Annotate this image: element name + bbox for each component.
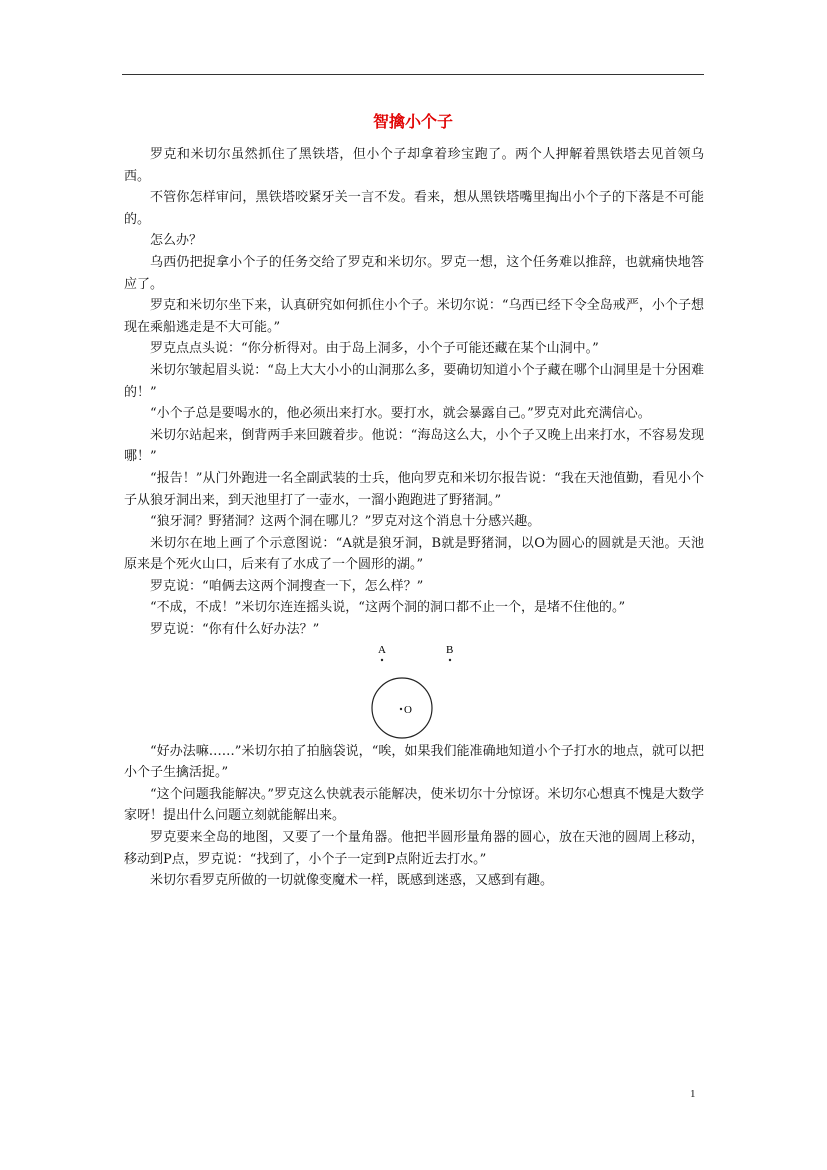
center-point-o <box>400 707 402 709</box>
paragraph: “这个问题我能解决。”罗克这么快就表示能解决，使米切尔十分惊讶。米切尔心想真不愧是大数学家呀！提出什么问题立刻就能解出来。 <box>124 786 704 824</box>
lake-circle <box>372 678 432 738</box>
label-b: B <box>446 643 454 656</box>
label-o: O <box>404 703 412 716</box>
paragraph: 罗克说：“咱俩去这两个洞搜查一下，怎么样？” <box>150 578 424 594</box>
point-a <box>381 658 383 660</box>
cave-diagram-svg <box>124 641 704 741</box>
label-a: A <box>378 643 386 656</box>
paragraph: “不成，不成！”米切尔连连摇头说，“这两个洞的洞口都不止一个，是堵不住他的。” <box>150 600 626 616</box>
paragraph: “好办法嘛……”米切尔拍了拍脑袋说，“唉，如果我们能准确地知道小个子打水的地点，就可以把小个子生擒活捉。” <box>124 743 704 781</box>
cave-diagram <box>124 641 704 741</box>
story-title: 智擒小个子 <box>372 112 453 131</box>
story-body <box>124 144 704 892</box>
paragraph: 怎么办？ <box>150 233 203 249</box>
paragraph: 罗克和米切尔坐下来，认真研究如何抓住小个子。米切尔说：“乌西已经下令全岛戒严，小个子想现在乘船逃走是不大可能。” <box>124 298 704 335</box>
paragraph: 不管你怎样审问，黑铁塔咬紧牙关一言不发。看来，想从黑铁塔嘴里掏出小个子的下落是不可能的。 <box>124 190 704 227</box>
paragraph: 罗克和米切尔虽然抓住了黑铁塔，但小个子却拿着珍宝跑了。两个人押解着黑铁塔去见首领乌西。 <box>124 147 704 184</box>
paragraph: 罗克点点头说：“你分析得对。由于岛上洞多，小个子可能还藏在某个山洞中。” <box>150 341 599 357</box>
paragraph: “报告！”从门外跑进一名全副武装的士兵，他向罗克和米切尔报告说：“我在天池值勤，看见小个子从狼牙洞出来，到天池里打了一壶水，一溜小跑跑进了野猪洞。” <box>124 470 704 508</box>
paragraph: 乌西仍把捉拿小个子的任务交给了罗克和米切尔。罗克一想，这个任务难以推辞，也就痛快地答应了。 <box>124 254 704 292</box>
paragraph: 米切尔站起来，倒背两手来回踱着步。他说：“海岛这么大，小个子又晚上出来打水，不容易发现哪！” <box>124 427 704 465</box>
paragraph: “狼牙洞？野猪洞？这两个洞在哪儿？”罗克对这个消息十分感兴趣。 <box>150 514 541 530</box>
paragraph: 米切尔看罗克所做的一切就像变魔术一样，既感到迷惑，又感到有趣。 <box>150 873 554 889</box>
page-number: 1 <box>690 1088 696 1100</box>
paragraph: 罗克说：“你有什么好办法？” <box>150 622 320 638</box>
paragraph: 米切尔皱起眉头说：“岛上大大小小的山洞那么多，要确切知道小个子藏在哪个山洞里是十分困难的！” <box>124 362 704 400</box>
point-b <box>449 658 451 660</box>
paragraph: 米切尔在地上画了个示意图说：“A就是狼牙洞，B就是野猪洞，以O为圆心的圆就是天池。天池原来是个死火山口，后来有了水成了一个圆形的湖。” <box>124 535 704 573</box>
paragraph: “小个子总是要喝水的，他必须出来打水。要打水，就会暴露自己。”罗克对此充满信心。 <box>150 406 651 422</box>
paragraph: 罗克要来全岛的地图，又要了一个量角器。他把半圆形量角器的圆心，放在天池的圆周上移动，移动到P点，罗克说：“找到了，小个子一定到P点附近去打水。” <box>124 830 704 867</box>
header-rule <box>122 74 704 75</box>
